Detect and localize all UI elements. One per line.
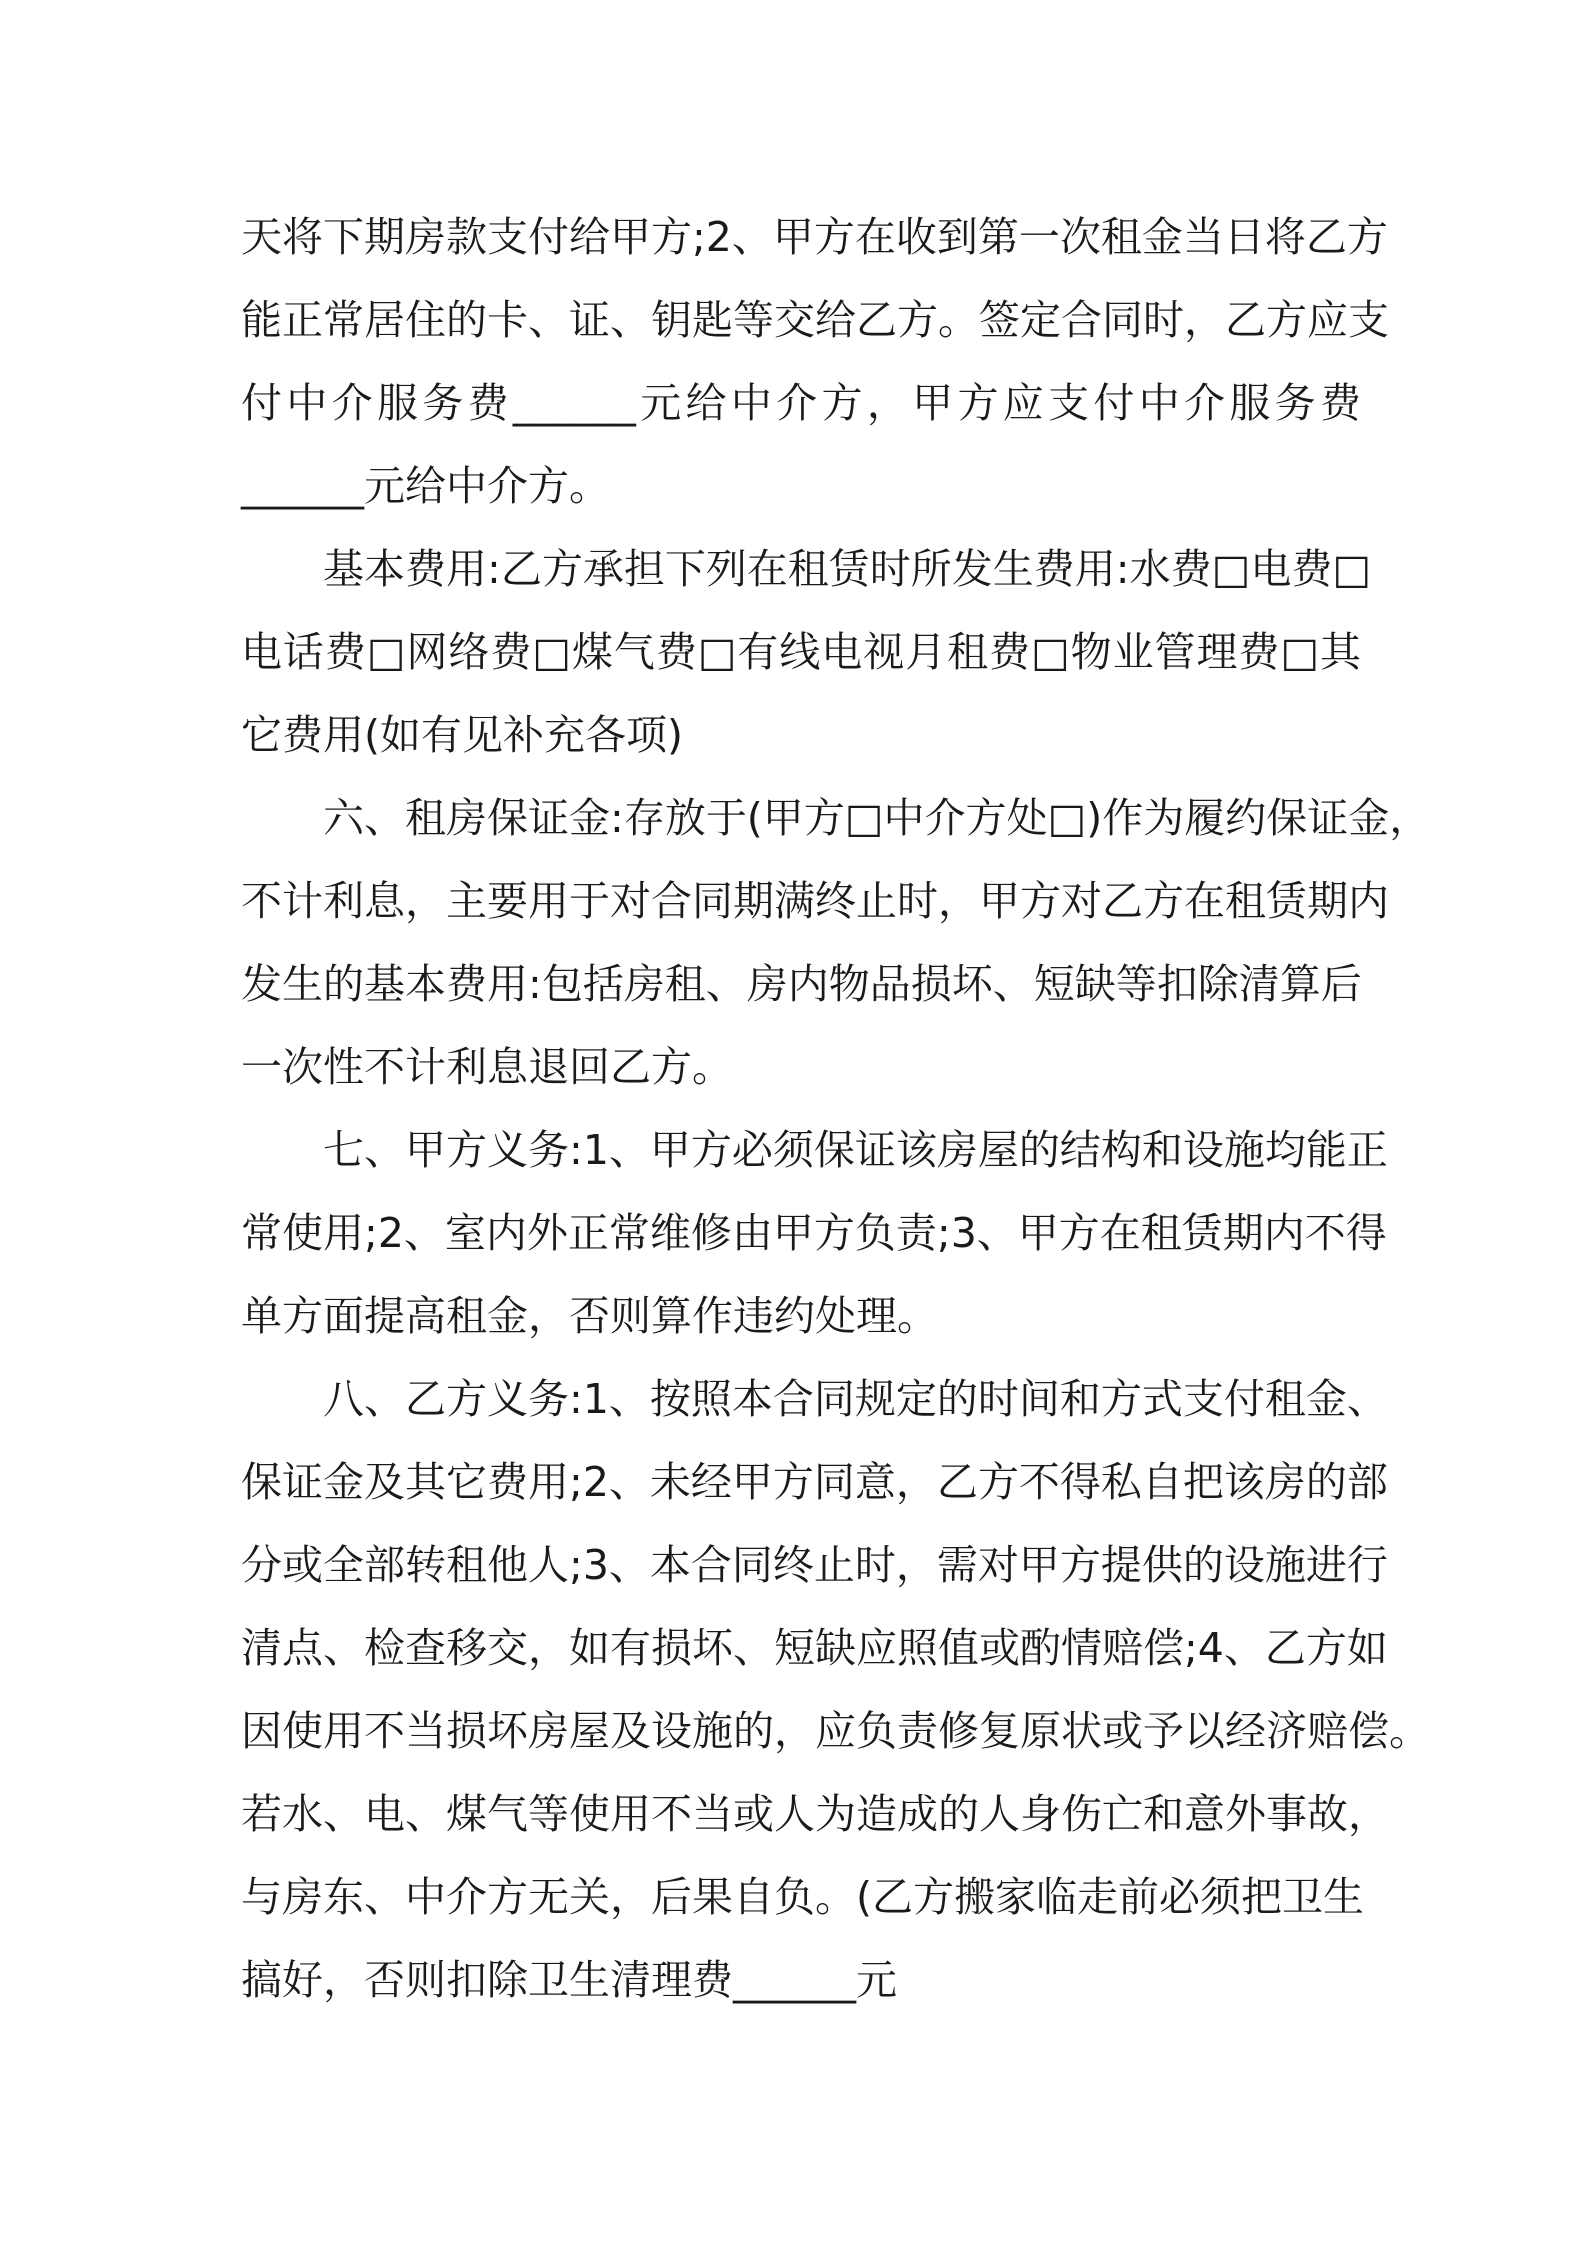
text-line: ______元给中介方。 xyxy=(241,462,610,510)
paragraph-start-line: 七、甲方义务:1、甲方必须保证该房屋的结构和设施均能正 xyxy=(323,1126,1388,1174)
text-line: 与房东、中介方无关，后果自负。(乙方搬家临走前必须把卫生 xyxy=(241,1873,1364,1921)
document-body xyxy=(241,196,1431,2022)
text-line: 单方面提高租金，否则算作违约处理。 xyxy=(241,1292,938,1340)
paragraph-start-line: 六、租房保证金:存放于(甲方□中介方处□)作为履约保证金， xyxy=(323,794,1431,842)
text-line: 它费用(如有见补充各项) xyxy=(241,711,683,759)
text-line: 电话费□网络费□煤气费□有线电视月租费□物业管理费□其 xyxy=(241,628,1361,676)
text-line: 发生的基本费用:包括房租、房内物品损坏、短缺等扣除清算后 xyxy=(241,960,1362,1008)
text-line: 若水、电、煤气等使用不当或人为造成的人身伤亡和意外事故， xyxy=(241,1790,1389,1838)
paragraph-start-line: 八、乙方义务:1、按照本合同规定的时间和方式支付租金、 xyxy=(323,1375,1388,1423)
text-line: 能正常居住的卡、证、钥匙等交给乙方。签定合同时，乙方应支 xyxy=(241,296,1389,344)
paragraph-start-line: 基本费用:乙方承担下列在租赁时所发生费用:水费□电费□ xyxy=(323,545,1372,593)
text-line: 因使用不当损坏房屋及设施的，应负责修复原状或予以经济赔偿。 xyxy=(241,1707,1430,1755)
text-line: 保证金及其它费用;2、未经甲方同意，乙方不得私自把该房的部 xyxy=(241,1458,1388,1506)
text-line: 不计利息，主要用于对合同期满终止时，甲方对乙方在租赁期内 xyxy=(241,877,1389,925)
text-line: 付中介服务费______元给中介方，甲方应支付中介服务费 xyxy=(241,379,1361,427)
text-line: 常使用;2、室内外正常维修由甲方负责;3、甲方在租赁期内不得 xyxy=(241,1209,1387,1257)
text-line: 清点、检查移交，如有损坏、短缺应照值或酌情赔偿;4、乙方如 xyxy=(241,1624,1388,1672)
text-line: 天将下期房款支付给甲方;2、甲方在收到第一次租金当日将乙方 xyxy=(241,213,1388,261)
text-line: 搞好，否则扣除卫生清理费______元 xyxy=(241,1956,897,2004)
text-line: 一次性不计利息退回乙方。 xyxy=(241,1043,733,1091)
text-line: 分或全部转租他人;3、本合同终止时，需对甲方提供的设施进行 xyxy=(241,1541,1388,1589)
